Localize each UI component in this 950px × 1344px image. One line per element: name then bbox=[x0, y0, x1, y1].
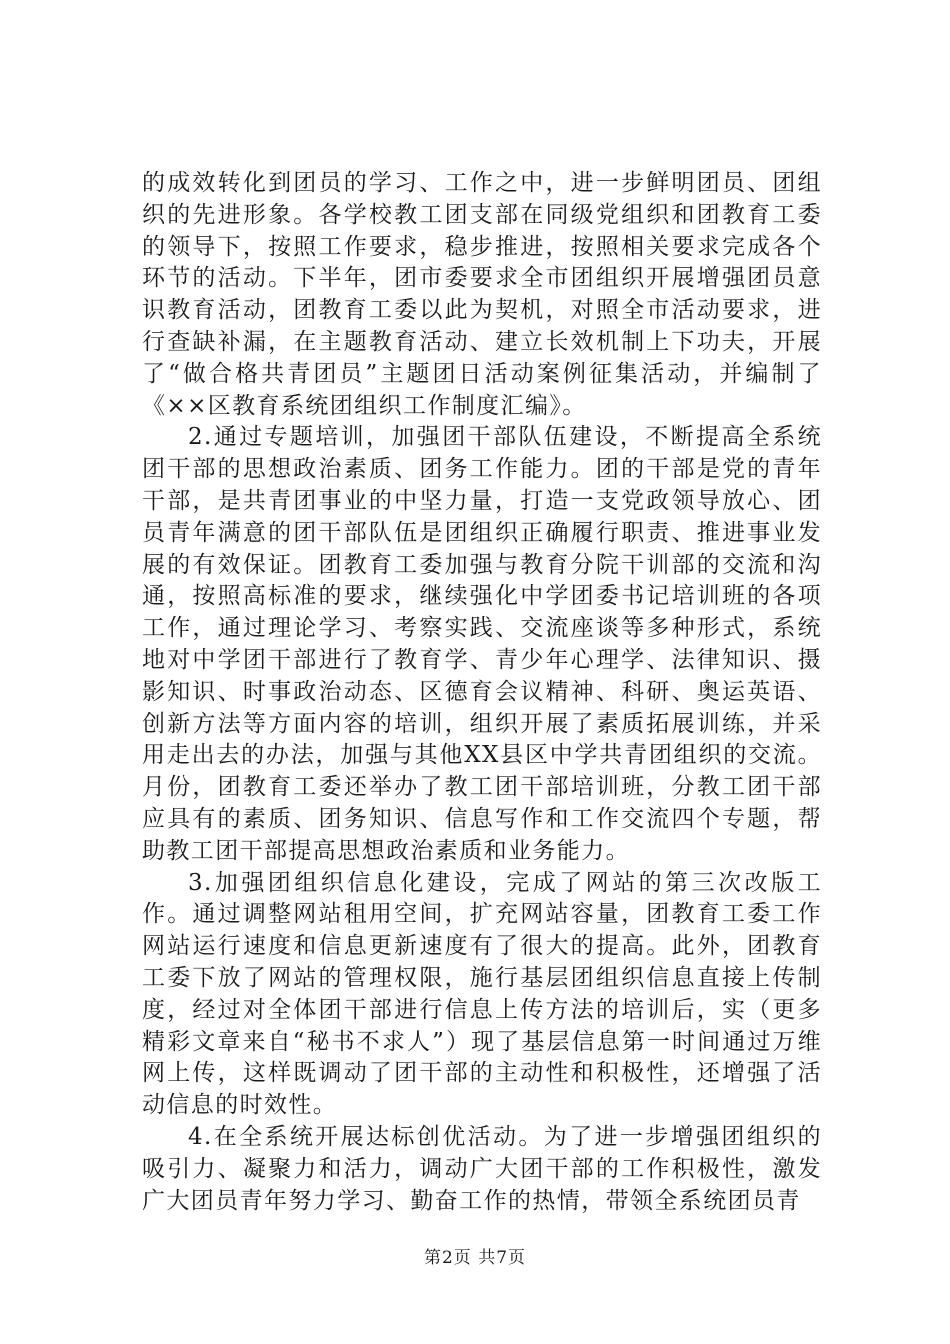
page-number-footer: 第2页 共7页 bbox=[423, 1248, 527, 1268]
paragraph-2: 2.通过专题培训，加强团干部队伍建设，不断提高全系统团干部的思想政治素质、团务工作能力。团的干部是党的青年干部，是共青团事业的中坚力量，打造一支党政领导放心、团员青年满意的团干部队伍是团组织正确履行职责、推进事业发展的有效保证。团教育工委加强与教育分院干训部的交流和沟通，按照高标准的要求，继续强化中学团委书记培训班的各项工作，通过理论学习、考察实践、交流座谈等多种形式，系统地对中学团干部进行了教育学、青少年心理学、法律知识、摄影知识、时事政治动态、区德育会议精神、科研、奥运英语、创新方法等方面内容的培训，组织开展了素质拓展训练，并采用走出去的办法，加强与其他XX县区中学共青团组织的交流。月份，团教育工委还举办了教工团干部培训班，分教工团干部应具有的素质、团务知识、信息写作和工作交流四个专题，帮助教工团干部提高思想政治素质和业务能力。 bbox=[142, 424, 822, 864]
paragraph-3: 3.加强团组织信息化建设，完成了网站的第三次改版工作。通过调整网站租用空间，扩充网站容量，团教育工委工作网站运行速度和信息更新速度有了很大的提高。此外，团教育工委下放了网站的管理权限，施行基层团组织信息直接上传制度，经过对全体团干部进行信息上传方法的培训后，实（更多精彩文章来自“秘书不求人”）现了基层信息第一时间通过万维网上传，这样既调动了团干部的主动性和积极性，还增强了活动信息的时效性。 bbox=[142, 869, 822, 1119]
document-body bbox=[142, 168, 822, 1217]
paragraph-1: 的成效转化到团员的学习、工作之中，进一步鲜明团员、团组织的先进形象。各学校教工团支部在同级党组织和团教育工委的领导下，按照工作要求，稳步推进，按照相关要求完成各个环节的活动。下半年，团市委要求全市团组织开展增强团员意识教育活动，团教育工委以此为契机，对照全市活动要求，进行查缺补漏，在主题教育活动、建立长效机制上下功夫，开展了“做合格共青团员”主题团日活动案例征集活动，并编制了《××区教育系统团组织工作制度汇编》。 bbox=[142, 170, 822, 419]
paragraph-4: 4.在全系统开展达标创优活动。为了进一步增强团组织的吸引力、凝聚力和活力，调动广大团干部的工作积极性，激发广大团员青年努力学习、勤奋工作的热情，带领全系统团员青 bbox=[142, 1123, 822, 1214]
